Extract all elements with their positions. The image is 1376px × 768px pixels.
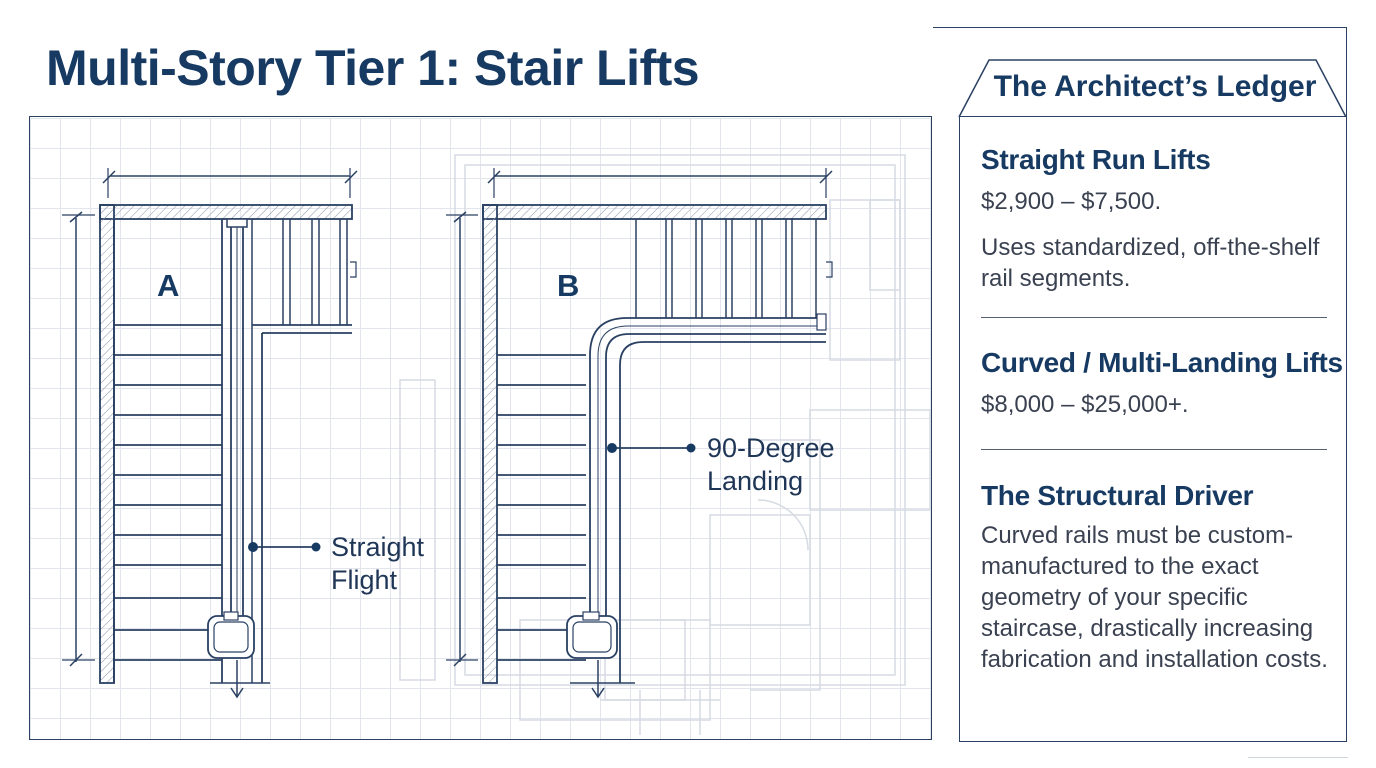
ledger-divider (981, 317, 1327, 318)
section-driver-note: Curved rails must be custom-manufactured to the exact geometry of your specific staircase, drastically increasing fabrication and installation costs. (981, 522, 1328, 673)
plan-a-letter: A (157, 268, 180, 303)
ledger-divider (981, 449, 1327, 450)
section-driver-title: The Structural Driver (981, 480, 1254, 511)
section-curved-title: Curved / Multi-Landing Lifts (981, 347, 1343, 378)
stair-plans-svg (30, 118, 931, 739)
ledger-heading: The Architect’s Ledger (993, 70, 1317, 103)
blueprint-drawing-area (30, 118, 931, 739)
section-straight-title: Straight Run Lifts (981, 144, 1211, 175)
plan-b-letter: B (557, 268, 580, 303)
plan-b-callout-line1: 90-Degree (707, 433, 835, 463)
title-bar (29, 27, 932, 117)
plan-a-drawing (62, 168, 357, 697)
plan-a-callout-line2: Flight (331, 565, 398, 595)
background-faint-plan (400, 155, 930, 735)
page-title: Multi-Story Tier 1: Stair Lifts (46, 40, 700, 96)
section-curved-price: $8,000 – $25,000+. (981, 391, 1189, 418)
plan-b-callout-line2: Landing (707, 466, 804, 496)
section-straight-note: Uses standardized, off-the-shelf rail segments. (981, 234, 1320, 292)
section-straight-price: $2,900 – $7,500. (981, 188, 1162, 215)
plan-a-callout-line1: Straight (331, 532, 425, 562)
footer-rule (1248, 757, 1348, 758)
